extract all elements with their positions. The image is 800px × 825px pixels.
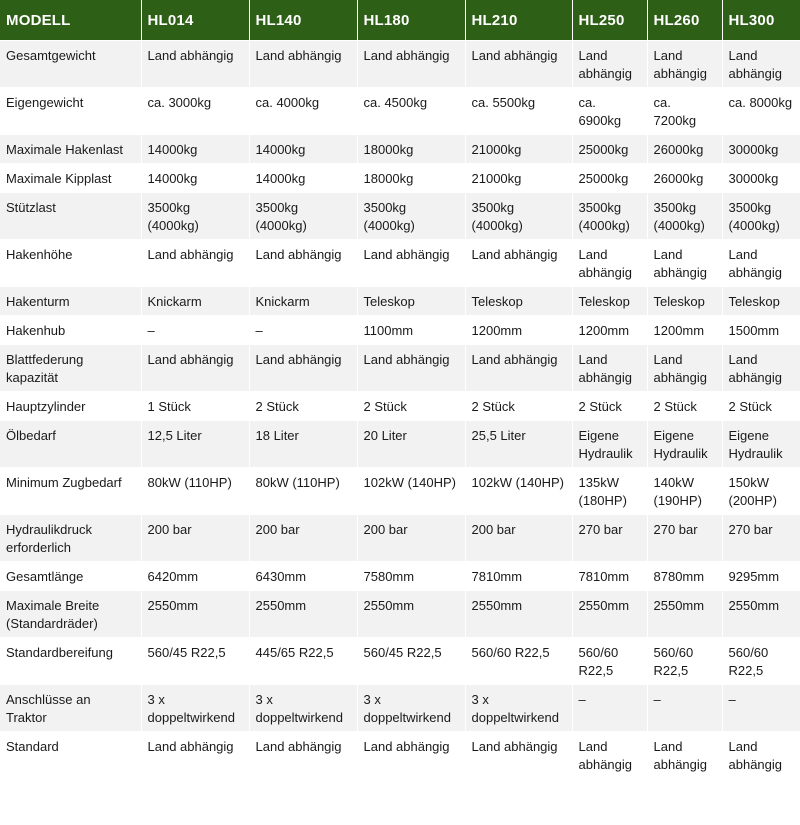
table-cell: 270 bar [572,515,647,562]
table-cell: 30000kg [722,135,800,164]
table-cell: ca. 3000kg [141,88,249,135]
table-cell: Land abhängig [357,41,465,88]
table-cell: 2550mm [572,591,647,638]
row-label: Hauptzylinder [0,392,141,421]
table-row [0,88,800,135]
table-cell: 8780mm [647,562,722,591]
table-cell: Knickarm [141,287,249,316]
table-cell: 560/45 R22,5 [141,638,249,685]
table-cell: 102kW (140HP) [357,468,465,515]
table-cell: 18000kg [357,135,465,164]
table-cell: 2 Stück [572,392,647,421]
table-row [0,515,800,562]
table-cell: Eigene Hydraulik [572,421,647,468]
table-cell: 3 x doppeltwirkend [141,685,249,732]
row-label: Maximale Kipplast [0,164,141,193]
table-cell: Teleskop [357,287,465,316]
table-cell: 135kW (180HP) [572,468,647,515]
table-cell: 3500kg (4000kg) [722,193,800,240]
table-row [0,638,800,685]
table-cell: 12,5 Liter [141,421,249,468]
table-cell: Land abhängig [141,732,249,779]
row-label: Hakenhöhe [0,240,141,287]
table-row [0,41,800,88]
table-cell: 560/60 R22,5 [465,638,572,685]
table-cell: 200 bar [249,515,357,562]
table-cell: 1 Stück [141,392,249,421]
header-cell-hl180: HL180 [357,0,465,41]
row-label: Anschlüsse an Traktor [0,685,141,732]
table-cell: Land abhängig [465,732,572,779]
table-row [0,193,800,240]
table-cell: 1500mm [722,316,800,345]
table-cell: 14000kg [249,135,357,164]
table-cell: Land abhängig [357,345,465,392]
table-cell: ca. 7200kg [647,88,722,135]
table-cell: Land abhängig [465,41,572,88]
table-cell: – [572,685,647,732]
table-cell: – [141,316,249,345]
table-cell: 30000kg [722,164,800,193]
table-cell: 2 Stück [465,392,572,421]
header-cell-hl140: HL140 [249,0,357,41]
row-label: Blattfederung kapazität [0,345,141,392]
table-cell: 560/60 R22,5 [722,638,800,685]
row-label: Maximale Breite (Standardräder) [0,591,141,638]
table-cell: ca. 6900kg [572,88,647,135]
table-cell: Land abhängig [357,732,465,779]
header-cell-modell: MODELL [0,0,141,41]
table-cell: 25,5 Liter [465,421,572,468]
row-label: Standard [0,732,141,779]
table-cell: 200 bar [357,515,465,562]
header-cell-hl014: HL014 [141,0,249,41]
table-cell: 560/45 R22,5 [357,638,465,685]
table-cell: 18 Liter [249,421,357,468]
row-label: Gesamtlänge [0,562,141,591]
table-cell: 3 x doppeltwirkend [357,685,465,732]
table-cell: Teleskop [572,287,647,316]
table-cell: Land abhängig [465,240,572,287]
row-label: Maximale Hakenlast [0,135,141,164]
table-cell: Land abhängig [249,732,357,779]
row-label: Hakenturm [0,287,141,316]
table-cell: 2550mm [249,591,357,638]
table-cell: Knickarm [249,287,357,316]
table-cell: Land abhängig [722,732,800,779]
table-row [0,316,800,345]
table-row [0,345,800,392]
table-cell: 560/60 R22,5 [572,638,647,685]
table-cell: Teleskop [722,287,800,316]
row-label: Hydraulikdruck erforderlich [0,515,141,562]
table-cell: Land abhängig [572,41,647,88]
table-cell: 200 bar [465,515,572,562]
table-cell: Land abhängig [722,345,800,392]
table-cell: 2 Stück [722,392,800,421]
table-cell: 270 bar [647,515,722,562]
table-cell: 7580mm [357,562,465,591]
table-cell: 14000kg [249,164,357,193]
table-cell: 80kW (110HP) [249,468,357,515]
table-cell: 7810mm [465,562,572,591]
table-cell: 14000kg [141,135,249,164]
table-cell: Land abhängig [572,345,647,392]
table-cell: Land abhängig [249,41,357,88]
table-cell: 200 bar [141,515,249,562]
row-label: Stützlast [0,193,141,240]
table-cell: Land abhängig [647,41,722,88]
row-label: Ölbedarf [0,421,141,468]
row-label: Hakenhub [0,316,141,345]
table-cell: Teleskop [647,287,722,316]
table-cell: Land abhängig [141,240,249,287]
table-cell: 560/60 R22,5 [647,638,722,685]
header-cell-hl250: HL250 [572,0,647,41]
table-cell: 3500kg (4000kg) [141,193,249,240]
table-cell: Teleskop [465,287,572,316]
table-cell: Land abhängig [141,345,249,392]
header-cell-hl210: HL210 [465,0,572,41]
table-cell: 26000kg [647,135,722,164]
table-cell: 26000kg [647,164,722,193]
table-cell: Land abhängig [357,240,465,287]
table-cell: 2550mm [141,591,249,638]
table-cell: 2550mm [465,591,572,638]
table-cell: Land abhängig [572,732,647,779]
table-cell: – [249,316,357,345]
table-cell: 2 Stück [647,392,722,421]
table-cell: Land abhängig [141,41,249,88]
table-cell: 150kW (200HP) [722,468,800,515]
table-row [0,685,800,732]
table-cell: – [647,685,722,732]
table-cell: 7810mm [572,562,647,591]
row-label: Minimum Zugbedarf [0,468,141,515]
table-cell: 3500kg (4000kg) [249,193,357,240]
table-cell: Land abhängig [647,732,722,779]
table-cell: 2550mm [357,591,465,638]
table-row [0,240,800,287]
table-cell: Land abhängig [249,240,357,287]
table-cell: 140kW (190HP) [647,468,722,515]
table-row [0,392,800,421]
table-cell: 445/65 R22,5 [249,638,357,685]
table-cell: 270 bar [722,515,800,562]
table-cell: 6420mm [141,562,249,591]
table-cell: 18000kg [357,164,465,193]
table-row [0,287,800,316]
table-row [0,562,800,591]
table-cell: 3500kg (4000kg) [572,193,647,240]
header-cell-hl260: HL260 [647,0,722,41]
table-cell: 2 Stück [357,392,465,421]
row-label: Gesamtgewicht [0,41,141,88]
table-cell: Eigene Hydraulik [722,421,800,468]
table-cell: 14000kg [141,164,249,193]
table-cell: 6430mm [249,562,357,591]
table-row [0,468,800,515]
table-cell: 2550mm [722,591,800,638]
table-cell: Land abhängig [465,345,572,392]
table-cell: 3 x doppeltwirkend [465,685,572,732]
table-cell: 9295mm [722,562,800,591]
table-cell: 102kW (140HP) [465,468,572,515]
table-cell: 1200mm [572,316,647,345]
table-cell: 21000kg [465,164,572,193]
table-cell: Eigene Hydraulik [647,421,722,468]
table-cell: 25000kg [572,135,647,164]
table-cell: 3500kg (4000kg) [465,193,572,240]
table-cell: Land abhängig [722,41,800,88]
table-cell: 20 Liter [357,421,465,468]
table-cell: Land abhängig [249,345,357,392]
table-cell: 3500kg (4000kg) [647,193,722,240]
table-cell: 21000kg [465,135,572,164]
header-row [0,0,800,41]
table-row [0,421,800,468]
table-cell: Land abhängig [647,240,722,287]
table-cell: 80kW (110HP) [141,468,249,515]
table-cell: 25000kg [572,164,647,193]
table-row [0,164,800,193]
table-cell: – [722,685,800,732]
table-body [0,41,800,779]
table-cell: 1200mm [465,316,572,345]
table-cell: Land abhängig [647,345,722,392]
header-cell-hl300: HL300 [722,0,800,41]
row-label: Standardbereifung [0,638,141,685]
table-cell: 3 x doppeltwirkend [249,685,357,732]
table-cell: ca. 5500kg [465,88,572,135]
table-cell: ca. 4000kg [249,88,357,135]
table-cell: 2 Stück [249,392,357,421]
table-row [0,135,800,164]
table-cell: Land abhängig [722,240,800,287]
table-cell: 2550mm [647,591,722,638]
table-cell: 1200mm [647,316,722,345]
table-cell: ca. 4500kg [357,88,465,135]
row-label: Eigengewicht [0,88,141,135]
table-cell: 3500kg (4000kg) [357,193,465,240]
table-cell: 1100mm [357,316,465,345]
table-cell: ca. 8000kg [722,88,800,135]
table-row [0,732,800,779]
table-row [0,591,800,638]
table-cell: Land abhängig [572,240,647,287]
